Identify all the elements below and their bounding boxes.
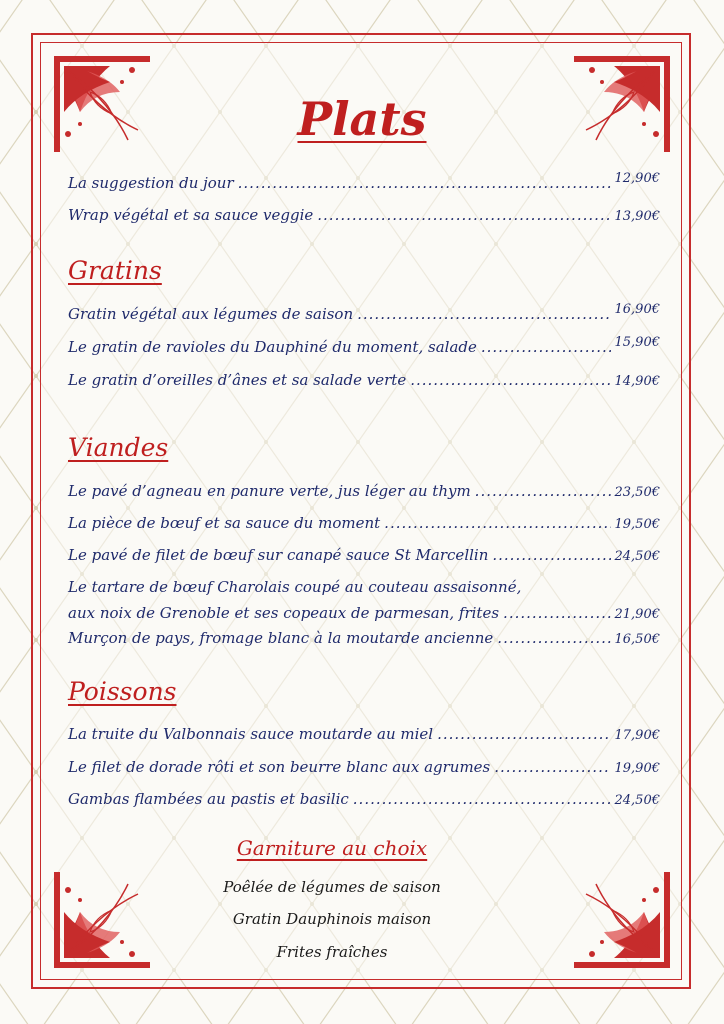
menu-item-price: 15,90€ [614,335,660,350]
garniture-item: Gratin Dauphinois maison [232,910,432,928]
dot-leader [437,725,610,743]
menu-item-price: 24,50€ [614,549,660,564]
menu-item [68,206,660,224]
dot-leader [492,546,610,564]
menu-item [68,171,660,192]
menu-item [68,482,660,500]
dot-leader [357,305,610,323]
menu-item-price: 19,90€ [614,761,660,776]
dot-leader [317,206,610,224]
section-heading-garniture: Garniture au choix [236,836,428,860]
menu-item-name: Le gratin de ravioles du Dauphiné du moment, salade [68,338,477,356]
menu-item [68,604,660,622]
dot-leader [481,338,611,356]
menu-item [68,335,660,356]
menu-item [68,514,660,532]
dot-leader [410,371,610,389]
dot-leader [503,604,610,622]
section-heading-viandes: Viandes [68,433,169,462]
menu-item-price: 17,90€ [614,728,660,743]
menu-item-price: 16,50€ [614,632,660,647]
menu-item [68,302,660,323]
garniture-item: Poêlée de légumes de saison [223,878,441,896]
menu-item-name: Gambas flambées au pastis et basilic [68,790,349,808]
dot-leader [353,790,611,808]
menu-item-name: Le pavé d’agneau en panure verte, jus léger au thym [68,482,471,500]
dot-leader [475,482,611,500]
menu-item-name: Le filet de dorade rôti et son beurre blanc aux agrumes [68,758,491,776]
dot-leader [497,629,610,647]
menu-item-price: 13,90€ [614,209,660,224]
menu-item-name: La truite du Valbonnais sauce moutarde au miel [68,725,434,743]
menu-item [68,790,660,808]
menu-item-price: 14,90€ [614,374,660,389]
menu-item-name-line1: Le tartare de bœuf Charolais coupé au couteau assaisonné, [68,578,522,596]
menu-item-price: 19,50€ [614,517,660,532]
menu-item-name: Murçon de pays, fromage blanc à la moutarde ancienne [68,629,494,647]
section-heading-poissons: Poissons [68,677,177,706]
menu-item-price: 23,50€ [614,485,660,500]
garniture-item: Frites fraîches [276,943,388,961]
page-title: Plats [297,92,427,146]
dot-leader [238,174,611,192]
dot-leader [384,514,610,532]
menu-item-name: La pièce de bœuf et sa sauce du moment [68,514,381,532]
menu-item-name: La suggestion du jour [68,174,234,192]
menu-item-price: 12,90€ [614,171,660,186]
menu-item-name: Le pavé de filet de bœuf sur canapé sauce St Marcellin [68,546,489,564]
menu-item [68,546,660,564]
menu-item-price: 24,50€ [614,793,660,808]
menu-item-name: Le gratin d’oreilles d’ânes et sa salade verte [68,371,407,389]
dot-leader [494,758,610,776]
menu-item [68,629,660,647]
menu-item [68,758,660,776]
menu-item-name: Gratin végétal aux légumes de saison [68,305,354,323]
section-heading-gratins: Gratins [68,256,162,285]
menu-item-name: Wrap végétal et sa sauce veggie [68,206,314,224]
menu-item [68,371,660,389]
menu-item [68,725,660,743]
menu-item-price: 16,90€ [614,302,660,317]
menu-item-name: aux noix de Grenoble et ses copeaux de parmesan, frites [68,604,500,622]
menu-item-price: 21,90€ [614,607,660,622]
